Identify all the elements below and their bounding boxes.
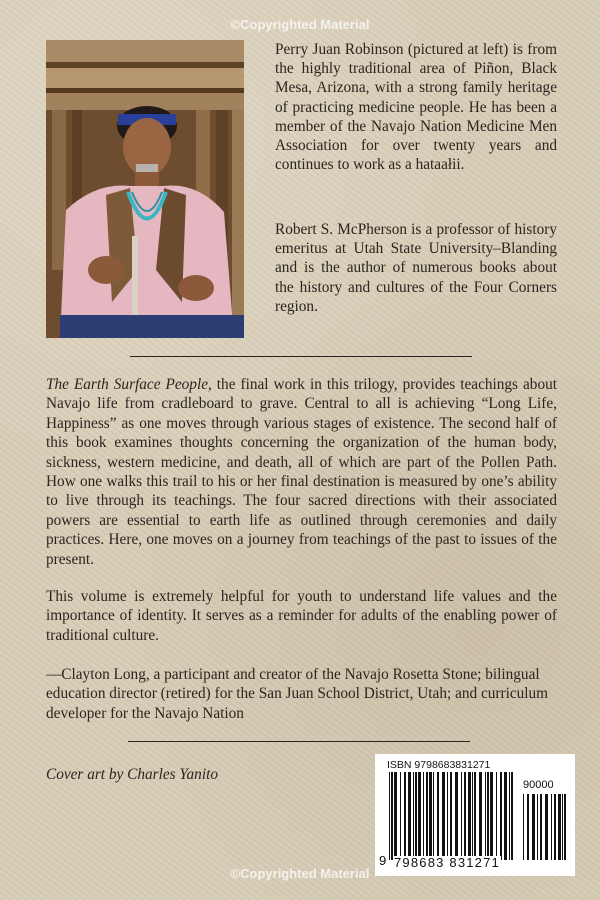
book-title: The Earth Surface People	[46, 376, 208, 393]
watermark-bottom: © Copyrighted Material	[0, 866, 600, 881]
price-code: 90000	[523, 779, 554, 791]
isbn-label: ISBN 9798683831271	[387, 759, 491, 771]
description-paragraph-1	[46, 375, 557, 569]
barcode-digits: 798683 831271	[394, 855, 500, 870]
endorsement-attribution: —Clayton Long, a participant and creator of the Navajo Rosetta Stone; bilingual education director (retired) for the San Juan School District, Utah; and curriculum developer for the Navajo Nation	[46, 666, 549, 722]
watermark-top: © Copyrighted Material	[0, 17, 600, 32]
bio-paragraph-robinson: Perry Juan Robinson (pictured at left) is from the highly traditional area of Piñon, Black Mesa, Arizona, with a strong family heritage of practicing medicine people. He has been a member of the Navajo Nation Medicine Men Association for over twenty years and continues to work as a hataałii.	[275, 41, 557, 174]
author-photo-image	[46, 40, 244, 338]
author-photo	[46, 40, 244, 338]
isbn-barcode	[375, 754, 575, 876]
barcode-lead-digit: 9	[379, 853, 387, 868]
divider-top	[130, 356, 472, 357]
description-paragraph-2: This volume is extremely helpful for youth to understand life values and the importance of identity. It serves as a reminder for adults of the enabling power of traditional culture.	[46, 588, 557, 644]
divider-bottom	[128, 741, 470, 742]
description-paragraph-1-text: , the final work in this trilogy, provides teachings about Navajo life from cradleboard to grave. Central to all is achieving “Long Life, Happiness” as one moves through various stages of existence. The second half of this book examines thoughts concerning the organization of the human body, sickness, western medicine, and death, all of which are part of the Pollen Path. How one walks this trail to his or her final destination is measured by one’s ability to live through its teachings. The four sacred directions with their associated powers are essential to earth life as outlined through ceremonies and daily practices. Here, one moves on a journey from teachings of the past to issues of the present.	[46, 376, 557, 568]
cover-art-credit: Cover art by Charles Yanito	[46, 766, 218, 783]
bio-paragraph-mcpherson: Robert S. McPherson is a professor of history emeritus at Utah State University–Blanding and is the author of numerous books about the history and cultures of the Four Corners region.	[275, 221, 557, 315]
